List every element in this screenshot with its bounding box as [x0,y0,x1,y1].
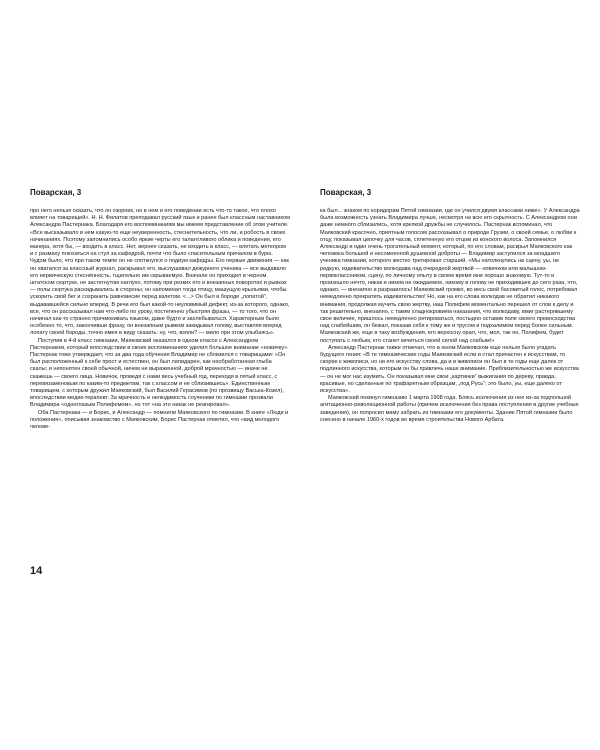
right-running-head: Поварская, 3 [320,188,372,197]
right-paragraph: Александр Пастернак также отмечал, что в юном Маяковском еще нельзя было угадать будущего гения: «В те гимназические годы Маяковский если и стал причастен к искусствам, то скорее к живописи, но ни его искусству слова, да и в живописи он был в те годы еще далек от подлинного искусства, которым он бы привлечь наше внимание. Приблизительностью же искусства — он не мог нас изумить. Он показывал мне свои „картинки“ выжигания по дереву, правда, красивые, но сделанные по трафаретным образцам, „под Русь“; это было, уы, еще далеко от искусства». [320,344,579,395]
left-paragraph: про него нельзя сказать, что он озорник, но в нем и его поведении есть что-то такое, что плохо влияет на товарищей». Н. Н. Филатов преподавал русский язык и ранее был классным наставником Александра Пастернака. Благодаря его воспоминаниям мы имеем представление об этом учителе. «Все высказывало в нем какую-то еще неуверенность, стеснительность, что ли, и робость в своих начинаниях. Поэтому запомнились особо яркие черты его талантливого облика и поведения, его манера, хотя бы, — входить в класс. Нет, вернее сказать, не входить в класс, — влетать метеором и с размаху плюхаться на стул за кафедрой, почти что было спасительным причалом в бурю. Чудом было, что при таком темпе он не споткнулся о подиум кафедры. Его первые движения — как он хватался за классный журнал, раскрывал его, выслушивал дежурного ученика — все выдавало его нервическую стеснённость, тщательно им скрываемую. Вначале он приходил в черном штатском сюртуке, не застегнутом наглухо, потому при резких его и внезапных поворотах и рывках — полы сюртука раскидывались в стороны; он напоминал тогда птицу, машущую крыльями, чтобы ускорить свой бег и сохранить равновесие перед взлетом. <...> Он был в бороде „лопатой“, выдававшейся сильно вперед. В речи его был какой-то неуловимый дефект, из-за которого, однако, все, что он рассказывал нам что-либо по уроку, постепенно убыстряя фразы, — то того, что он начинал как-то странно причмокивать языком, даже будто и захлебываться. Характерным было особенно то, что, закончивши фразу, он внезапным рывком закидывал голову, выставляя вперед лопату своей бороды, точно имея в виду сказать: ну, что, взяли? — мило при этом улыбаясь». [30,208,290,337]
left-page-number: 14 [30,565,43,577]
left-body-text [30,208,290,431]
right-page-column [320,188,580,424]
right-paragraph: ка был... знаком по коридорам Пятой гимназии, где он учился двумя классами ниже». У Александра была возможность узнать Владимира лучше, несмотря на всю его скрытность. С Александром они даже немного сблизились, хотя крепкой дружбы не случилось. Пастернак вспоминал, что Маяковский красочно, приятным голосом рассказывал о природе Грузии, о своей семье, о любви к отцу, показывал цепочку для часов, сплетенную его отцом из конского волоса. Запомнился Александр и один очень трогательный момент, который, по его словам, раскрыл Маяковского как человека большой и несомненной душевной доброты — Владимир заступился за младшего ученика гимназии, которого жестко третировал старший. «Мы натолкнулись на сцену, уы, не редкую, издевательство волкодава над очередной жертвой — новичком или малышом-первоклассником, сцену, по личному опыту в своем время мне хорошо знакомую. Тут-то и произошло нечто, никак и никем не ожидаемое, никому в голову не приходившее до сего раза, что, однако, — внезапно и разразилось! Маяковский громко, во весь свой басовитый голос, потребовал немедленно прекратить издевательство! Но, как на его слова волкодав не обратил никакого внимания, продолжая мучить свою жертву, наш Полифем моментально перешел от слов к делу и так решительно, внезапно, с таким хладнокровием наказания, что волкодаву, вмиг растерявшему свое величие, пришлось немедленно ретироваться, постыдно оставив поле своего превосходства над слабейшим, он бежал, показав себя к тому же и трусом и подхалимом перед более сильным. Маяковский же, еще в таку возбуждения, его верхосну орал, что, мол, так он, Полифем, будет поступать с любым, кто станет кичиться своей силой над слабым!» [320,208,580,344]
left-paragraph: Оба Пастернака — и Борис, и Александр — помнили Маяковского по гимназии. В книге «Люди и положения», описывая знакомство с Маяковским, Борис Пастернак отметил, что «вид молодого челове- [30,409,289,431]
right-body-text [320,208,580,424]
left-paragraph: Поступив в 4-й класс гимназии, Маяковский оказался в одном классе с Александром Пастернаком, который впоследствии в своих воспоминаниях уделил большое внимание «новичку». Пастернак тоже утверждает, что за два года обучения Владимир не сблизился с товарищами: «Он был расположенный к себе прост и естествен, он был лапидарен, как необработанная глыба скалы; и непонятен своей обычной, ничем не выраженной, доброй мрачностью — иначе не скажешь — своего лица. Новичок, проведя с нами весь учебный год, переходя в пятый класс, с перевязаменовым по каким-то предметам, так с классом и не сблизившись». Единственным товарищем, с которым дружил Маяковский, был Василий Герасимов (по прозвищу Васька-Козел), впоследствии медик-терапевт. За мрачность и нелюдимость соученики по гимназии прозвали Владимира «одноглазым Полифемом», но тот «на это никак не реагировал». [30,337,289,409]
left-page-column [30,188,290,431]
left-running-head: Поварская, 3 [30,188,82,197]
right-paragraph: Маяковский покинул гимназию 1 марта 1908 года. Боясь исключения из нее из-за подпольной агитационно-революционной работы (причем исключения без права поступления в другие учебные заведения), он попросил маму забрать из гимназии его документы. Здание Пятой гимназии было снесено в начале 1960-х годов во время строительства Нового Арбата. [320,395,579,423]
